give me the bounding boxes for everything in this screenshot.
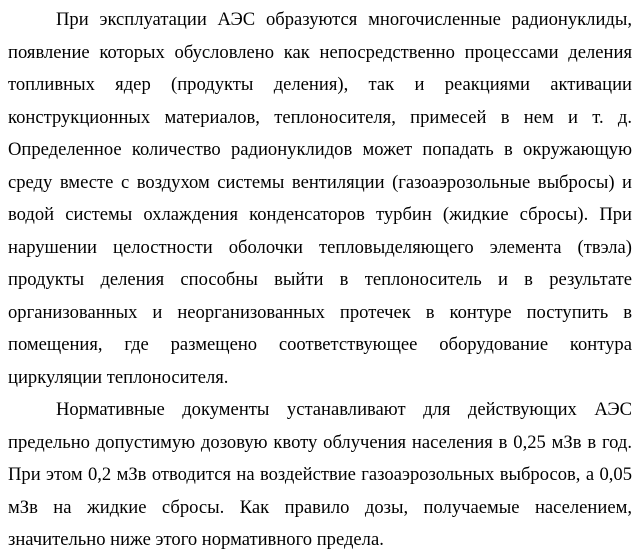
text-line: предельно допустимую дозовую квоту облучения населения в 0,25 мЗв в год.: [8, 431, 632, 453]
text-line: продукты деления способны выйти в теплоноситель и в результате: [8, 269, 632, 290]
text-line: Определенное количество радионуклидов может попадать в окружающую: [8, 139, 632, 160]
text-line: помещения, где размещено соответствующее оборудование контура: [8, 334, 632, 355]
text-line: циркуляции теплоносителя.: [8, 366, 229, 388]
text-line: появление которых обусловлено как непосредственно процессами деления: [8, 41, 632, 63]
text-line: Нормативные документы устанавливают для действующих АЭС: [56, 399, 632, 420]
document-page: [8, 4, 632, 557]
paragraph-1: [8, 4, 632, 394]
text-line: топливных ядер (продукты деления), так и реакциями активации: [8, 74, 632, 95]
paragraph-2: [8, 394, 632, 557]
text-line: При эксплуатации АЭС образуются многочисленные радионуклиды,: [56, 9, 632, 30]
text-line: водой системы охлаждения конденсаторов турбин (жидкие сбросы). При: [8, 204, 632, 225]
text-line: нарушении целостности оболочки тепловыделяющего элемента (твэла): [8, 236, 632, 258]
text-line: При этом 0,2 мЗв отводится на воздействие газоаэрозольных выбросов, а 0,05: [8, 464, 632, 485]
text-line: конструкционных материалов, теплоносителя, примесей в нем и т. д.: [8, 106, 632, 128]
text-line: значительно ниже этого нормативного предела.: [8, 529, 384, 550]
text-line: среду вместе с воздухом системы вентиляции (газоаэрозольные выбросы) и: [8, 171, 632, 193]
text-line: организованных и неорганизованных протечек в контуре поступить в: [8, 301, 632, 323]
text-line: мЗв на жидкие сбросы. Как правило дозы, получаемые населением,: [8, 496, 632, 518]
